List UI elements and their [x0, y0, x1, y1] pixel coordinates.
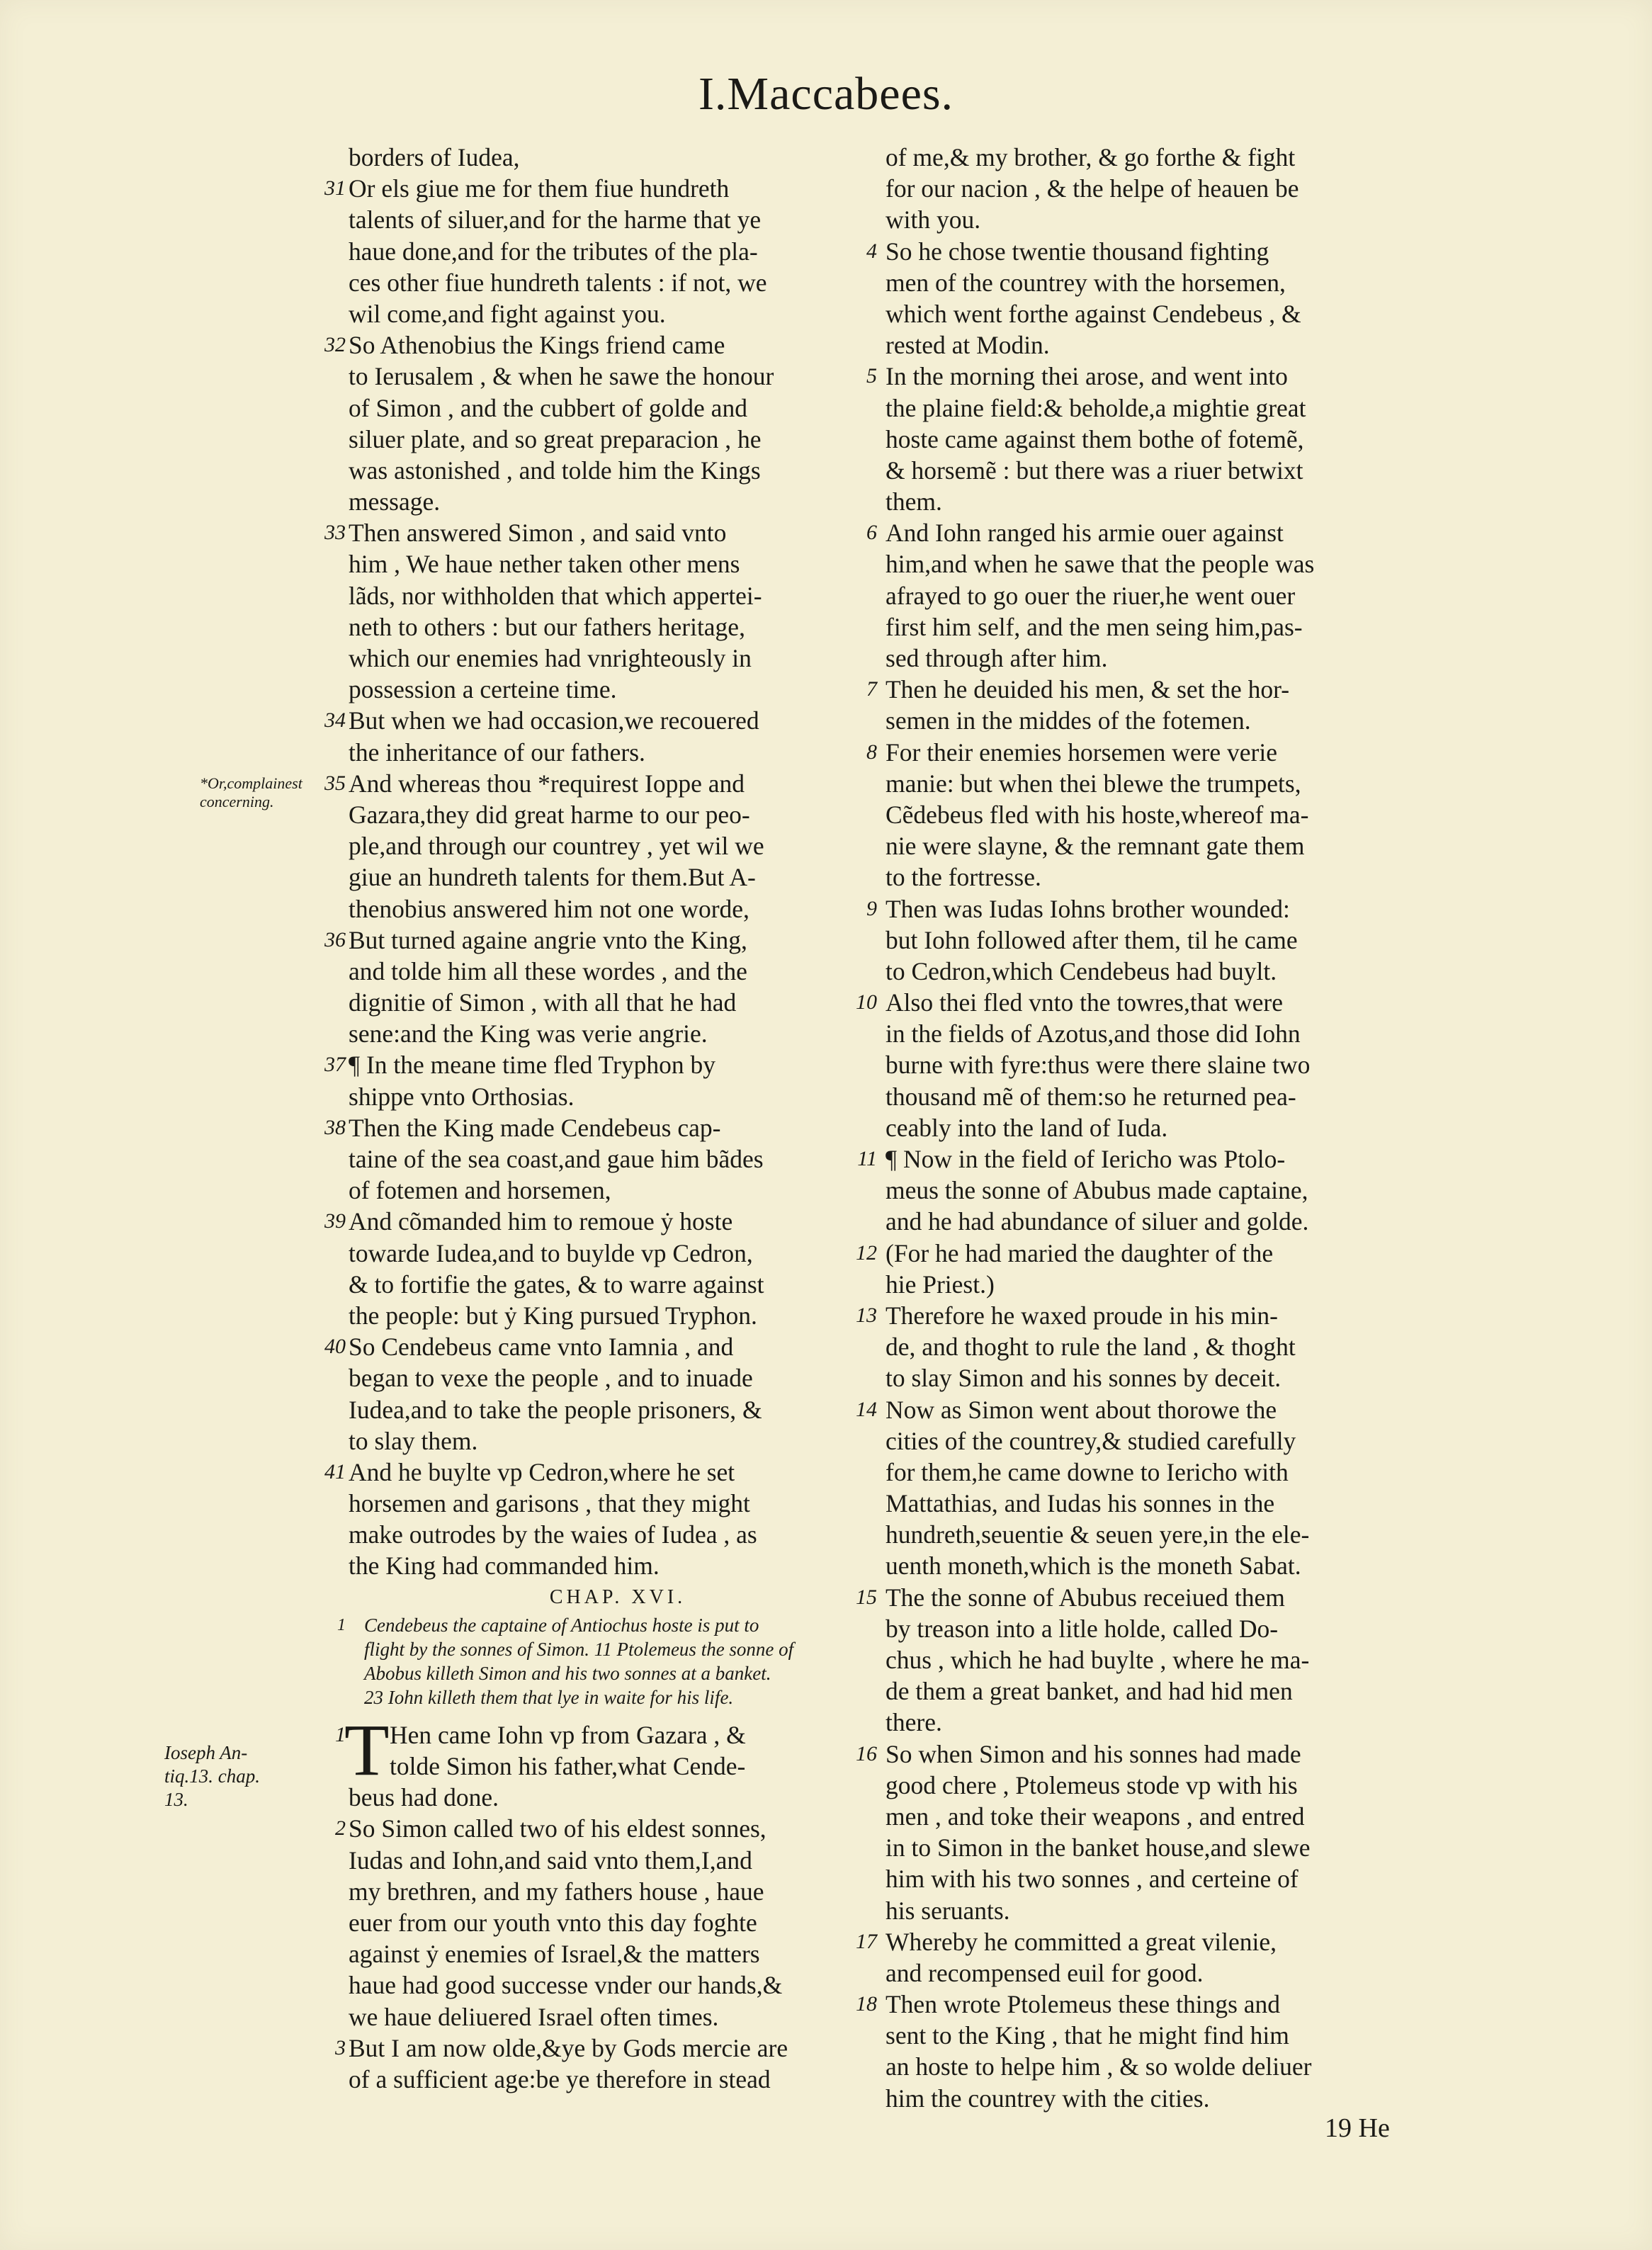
verse-text: And he buylte vp Cedron,where he set — [349, 1457, 735, 1486]
verse-text: And cõmanded him to remoue ẏ hoste — [349, 1207, 733, 1236]
verse-number: 33 — [324, 521, 346, 545]
verse-text: Therefore he waxed proude in his min- — [886, 1301, 1278, 1330]
verse-text: of a sufficient age:be ye therefore in stead — [349, 2064, 771, 2093]
verse-text: for them,he came downe to Iericho with — [886, 1457, 1289, 1486]
verse-text: to Ierusalem , & when he sawe the honour — [349, 362, 774, 391]
verse-text: So he chose twentie thousand fighting — [886, 237, 1269, 266]
verse-number: 38 — [324, 1115, 346, 1139]
verse-text: meus the sonne of Abubus made captaine, — [886, 1176, 1308, 1205]
verse-text: message. — [349, 487, 441, 516]
verse-text: (For he had maried the daughter of the — [886, 1238, 1274, 1267]
verse-text: Or els giue me for them fiue hundreth — [349, 174, 730, 203]
verse-text: giue an hundreth talents for them.But A- — [349, 863, 756, 892]
verse-text: talents of siluer,and for the harme that ye — [349, 205, 762, 234]
verse-number: 17 — [856, 1929, 877, 1953]
verse-text: horsemen and garisons , that they might — [349, 1489, 750, 1518]
verse-text: the plaine field:& beholde,a mightie great — [886, 393, 1306, 422]
verse-number: 12 — [856, 1240, 877, 1265]
verse-text: de them a great banket, and had hid men — [886, 1677, 1293, 1706]
verse-text: borders of Iudea, — [349, 143, 520, 171]
summary-number: 1 — [337, 1615, 346, 1634]
drop-cap: T — [344, 1709, 390, 1791]
verse-text: de, and thoght to rule the land , & thoght — [886, 1333, 1296, 1362]
chapter-heading: CHAP. XVI. — [549, 1585, 686, 1608]
verse-text: For their enemies horsemen were verie — [886, 737, 1277, 767]
verse-text: him with his two sonnes , and certeine of — [886, 1865, 1299, 1894]
verse-text: of fotemen and horsemen, — [349, 1176, 611, 1205]
verse-text: Then the King made Cendebeus cap- — [349, 1113, 721, 1142]
verse-text: Cẽdebeus fled with his hoste,whereof ma- — [886, 800, 1309, 829]
verse-text: So Athenobius the Kings friend came — [349, 331, 725, 360]
verse-text: in the fields of Azotus,and those did Iohn — [886, 1019, 1301, 1048]
verse-text: to slay Simon and his sonnes by deceit. — [886, 1364, 1282, 1393]
verse-number: 4 — [866, 239, 877, 263]
margin-note-josephus: Ioseph An- tiq.13. chap. 13. — [164, 1742, 260, 1810]
verse-text: his seruants. — [886, 1896, 1010, 1925]
verse-text: hie Priest.) — [886, 1270, 995, 1299]
verse-text: hundreth,seuentie & seuen yere,in the ele- — [886, 1520, 1310, 1549]
verse-number: 2 — [335, 1816, 346, 1841]
verse-text: Hen came Iohn vp from Gazara , & — [390, 1720, 746, 1749]
verse-text: In the morning thei arose, and went into — [886, 362, 1288, 391]
verse-text: hoste came against them bothe of fotemẽ, — [886, 424, 1304, 453]
verse-text: of Simon , and the cubbert of golde and — [349, 393, 747, 422]
verse-text: thenobius answered him not one worde, — [349, 894, 749, 923]
verse-text: my brethren, and my fathers house , haue — [349, 1877, 764, 1906]
verse-text: towarde Iudea,and to buylde vp Cedron, — [349, 1238, 753, 1267]
verse-number: 40 — [324, 1335, 346, 1359]
verse-text: and recompensed euil for good. — [886, 1958, 1204, 1987]
verse-text: & to fortifie the gates, & to warre against — [349, 1270, 764, 1299]
verse-number: 15 — [856, 1585, 877, 1609]
verse-text: ¶ Now in the field of Iericho was Ptolo- — [886, 1145, 1286, 1173]
verse-text: semen in the middes of the fotemen. — [886, 706, 1251, 735]
verse-text: of me,& my brother, & go forthe & fight — [886, 143, 1296, 171]
verse-text: was astonished , and tolde him the Kings — [349, 456, 761, 485]
summary-text: 23 Iohn killeth them that lye in waite for his life. — [364, 1686, 734, 1708]
verse-number: 9 — [866, 896, 877, 920]
verse-text: with you. — [886, 205, 981, 234]
verse-text: which our enemies had vnrighteously in — [349, 644, 752, 672]
verse-text: for our nacion , & the helpe of heauen be — [886, 174, 1299, 203]
verse-text: Then was Iudas Iohns brother wounded: — [886, 894, 1290, 923]
verse-number: 8 — [866, 740, 877, 764]
verse-text: Gazara,they did great harme to our peo- — [349, 800, 750, 829]
verse-text: against ẏ enemies of Israel,& the matters — [349, 1940, 760, 1969]
verse-number: 34 — [324, 708, 346, 733]
verse-text: first him self, and the men seing him,pas- — [886, 612, 1303, 641]
verse-text: manie: but when thei blewe the trumpets, — [886, 769, 1301, 798]
verse-text: And Iohn ranged his armie ouer against — [886, 519, 1284, 548]
verse-text: haue done,and for the tributes of the pla- — [349, 237, 758, 266]
verse-text: an hoste to helpe him , & so wolde deliuer — [886, 2052, 1312, 2081]
verse-text: Whereby he committed a great vilenie, — [886, 1927, 1277, 1956]
verse-number: 41 — [324, 1459, 346, 1483]
verse-text: the inheritance of our fathers. — [349, 737, 645, 767]
verse-number: 31 — [324, 176, 346, 200]
verse-number: 10 — [856, 990, 877, 1014]
verse-text: him,and when he sawe that the people was — [886, 550, 1315, 579]
verse-text: and tolde him all these wordes , and the — [349, 956, 747, 985]
verse-number: 6 — [866, 521, 877, 545]
verse-number: 39 — [324, 1209, 346, 1233]
verse-text: And whereas thou *requirest Ioppe and — [349, 769, 745, 798]
verse-text: chus , which he had buylte , where he ma- — [886, 1646, 1310, 1674]
verse-text: shippe vnto Orthosias. — [349, 1082, 575, 1111]
verse-text: haue had good successe vnder our hands,& — [349, 1971, 783, 2000]
verse-text: men of the countrey with the horsemen, — [886, 268, 1286, 297]
verse-text: euer from our youth vnto this day foghte — [349, 1908, 757, 1937]
verse-text: Then he deuided his men, & set the hor- — [886, 675, 1290, 704]
verse-text: make outrodes by the waies of Iudea , as — [349, 1520, 757, 1549]
verse-text: But when we had occasion,we recouered — [349, 706, 759, 735]
verse-text: ces other fiue hundreth talents : if not, we — [349, 268, 767, 297]
verse-text: there. — [886, 1708, 942, 1737]
verse-text: by treason into a litle holde, called Do- — [886, 1614, 1279, 1643]
verse-number: 5 — [866, 364, 877, 388]
verse-text: ceably into the land of Iuda. — [886, 1113, 1168, 1142]
verse-text: him the countrey with the cities. — [886, 2084, 1210, 2113]
verse-number: 3 — [335, 2035, 346, 2059]
verse-text: possession a certeine time. — [349, 675, 617, 704]
verse-text: sene:and the King was verie angrie. — [349, 1019, 708, 1048]
verse-number: 37 — [324, 1053, 346, 1077]
verse-number: 18 — [856, 1992, 877, 2016]
verse-text: and he had abundance of siluer and golde. — [886, 1207, 1309, 1236]
verse-text: ple,and through our countrey , yet wil we — [349, 832, 764, 861]
verse-text: But turned againe angrie vnto the King, — [349, 925, 747, 954]
verse-text: which went forthe against Cendebeus , & — [886, 299, 1301, 328]
verse-number: 35 — [324, 771, 346, 795]
verse-number: 13 — [856, 1303, 877, 1327]
verse-text: cities of the countrey,& studied carefully — [886, 1426, 1296, 1455]
verse-number: 36 — [324, 927, 346, 951]
verse-text: burne with fyre:thus were there slaine two — [886, 1051, 1311, 1080]
verse-number: 11 — [857, 1147, 877, 1170]
verse-number: 7 — [866, 677, 877, 701]
verse-text: taine of the sea coast,and gaue him bãdes — [349, 1145, 764, 1173]
verse-text: tolde Simon his father,what Cende- — [390, 1752, 746, 1780]
verse-text: siluer plate, and so great preparacion , he — [349, 424, 762, 453]
verse-text: thousand mẽ of them:so he returned pea- — [886, 1082, 1296, 1111]
verse-text: rested at Modin. — [886, 331, 1050, 360]
verse-text: But I am now olde,&ye by Gods mercie are — [349, 2033, 788, 2062]
verse-text: beus had done. — [349, 1783, 499, 1812]
verse-text: Mattathias, and Iudas his sonnes in the — [886, 1489, 1275, 1518]
verse-text: good chere , Ptolemeus stode vp with his — [886, 1770, 1298, 1799]
verse-text: sent to the King , that he might find him — [886, 2021, 1289, 2050]
verse-text: & horsemẽ : but there was a riuer betwixt — [886, 456, 1303, 485]
verse-text: to Cedron,which Cendebeus had buylt. — [886, 956, 1277, 985]
verse-text: sed through after him. — [886, 644, 1108, 672]
verse-text: the people: but ẏ King pursued Tryphon. — [349, 1301, 757, 1330]
margin-note-complainest: *Or,complainest concerning. — [200, 774, 302, 810]
verse-text: Then wrote Ptolemeus these things and — [886, 1990, 1281, 2019]
running-title: I.Maccabees. — [698, 68, 954, 120]
verse-text: Iudea,and to take the people prisoners, & — [349, 1395, 762, 1424]
summary-text: Abobus killeth Simon and his two sonnes at a banket. — [364, 1662, 771, 1684]
verse-text: we haue deliuered Israel often times. — [349, 2002, 719, 2031]
verse-text: to the fortresse. — [886, 863, 1041, 892]
verse-text: So Simon called two of his eldest sonnes, — [349, 1814, 766, 1843]
verse-text: men , and toke their weapons , and entred — [886, 1802, 1305, 1831]
verse-text: in to Simon in the banket house,and slewe — [886, 1833, 1311, 1862]
verse-text: The the sonne of Abubus receiued them — [886, 1583, 1285, 1612]
verse-text: the King had commanded him. — [349, 1551, 660, 1581]
verse-text: ¶ In the meane time fled Tryphon by — [349, 1051, 715, 1080]
verse-text: them. — [886, 487, 942, 516]
verse-text: So Cendebeus came vnto Iamnia , and — [349, 1333, 734, 1362]
summary-text: flight by the sonnes of Simon. 11 Ptolemeus the sonne of — [364, 1638, 794, 1660]
verse-number: 32 — [324, 333, 346, 357]
verse-text: began to vexe the people , and to inuade — [349, 1364, 753, 1393]
verse-text: neth to others : but our fathers heritage, — [349, 612, 745, 641]
summary-text: Cendebeus the captaine of Antiochus hoste is put to — [364, 1614, 759, 1636]
verse-number: 1 — [335, 1722, 346, 1746]
verse-text: Now as Simon went about thorowe the — [886, 1395, 1277, 1424]
verse-number: 14 — [856, 1397, 877, 1421]
verse-text: uenth moneth,which is the moneth Sabat. — [886, 1551, 1301, 1581]
verse-text: him , We haue nether taken other mens — [349, 550, 740, 579]
verse-text: So when Simon and his sonnes had made — [886, 1739, 1301, 1768]
verse-text: Then answered Simon , and said vnto — [349, 519, 727, 548]
verse-text: lãds, nor withholden that which appertei- — [349, 581, 762, 610]
verse-number: 16 — [856, 1741, 877, 1765]
catchword: 19 He — [1325, 2113, 1390, 2143]
verse-text: Also thei fled vnto the towres,that were — [886, 988, 1283, 1017]
verse-text: wil come,and fight against you. — [349, 299, 666, 328]
verse-text: dignitie of Simon , with all that he had — [349, 988, 737, 1017]
verse-text: to slay them. — [349, 1426, 478, 1455]
verse-text: nie were slayne, & the remnant gate them — [886, 832, 1305, 861]
verse-text: but Iohn followed after them, til he came — [886, 925, 1298, 954]
verse-text: Iudas and Iohn,and said vnto them,I,and — [349, 1845, 752, 1875]
verse-text: afrayed to go ouer the riuer,he went ouer — [886, 581, 1296, 610]
